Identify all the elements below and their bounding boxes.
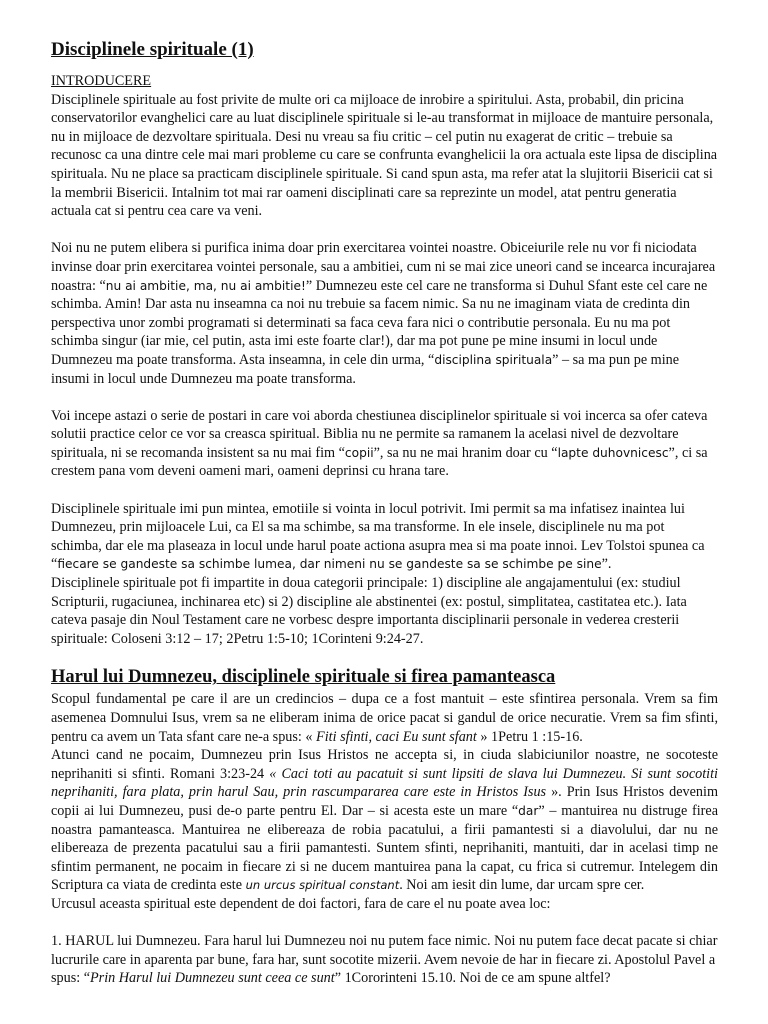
quote-urcus: un urcus spiritual constant — [245, 878, 400, 893]
intro-paragraph: Disciplinele spirituale au fost privite de multe ori ca mijloace de inrobire a spiritului. Asta, probabil, din pricina conservatorilor evanghelici care au luat disciplinele spirituale si le-au transformat in mijloace de mantuire personala, nu in mijloace de dezvoltare spirituala. Desi nu vreau sa fiu critic – cel putin nu exagerat de critic – trebuie sa recunosc ca una dintre cele mai mari probleme cu care se confrunta evanghelicii la ora actuala este lipsa de disciplina spirituala. Nu ne place sa practicam disciplinele spirituale. Si cand spun asta, ma refer atat la slujitorii Bisericii cat si la membrii Bisericii. Intalnim tot mai rar oameni disciplinati care sa reprezinte un model, atat pentru generatia actuala cat si pentru cea care va veni. — [51, 91, 718, 220]
paragraph-pocainta — [51, 746, 718, 895]
text-run: ”, sa nu ne mai hranim doar cu “ — [373, 444, 558, 461]
paragraph-disciplines — [51, 500, 718, 574]
paragraph-gap — [51, 914, 718, 933]
text-run: Scopul fundamental pe care il are un credincios – dupa ce a fost mantuit – este sfintirea personala. Vrem sa fim asemenea Domnului Isus, vrem sa ne eliberam inima de orice pacat si gandul de orice necuratie. Vrem sa fim sfinti, pentru ca avem un Tata sfant care ne-a spus: « — [51, 691, 718, 745]
quote-disciplina: disciplina spirituala — [434, 352, 553, 367]
quote-copii: copii — [344, 445, 374, 460]
text-run: . Noi am iesit din lume, dar urcam spre cer. — [399, 877, 645, 894]
paragraph-gap — [51, 388, 718, 407]
quote-romani: « Caci toti au pacatuit si sunt lipsiti de slava lui Dumnezeu. Si sunt socotiti neprihaniti, fara plata, prin harul Sau, prin rascumpararea care este in Hristos Isus — [51, 765, 718, 801]
text-run: ” 1Cororinteni 15.10. Noi de ce am spune altfel? — [334, 970, 611, 987]
quote-tolstoi: fiecare se gandeste sa schimbe lumea, dar nimeni nu se gandeste sa se schimbe pe sine — [57, 557, 602, 572]
paragraph-categories: Disciplinele spirituale pot fi impartite in doua categorii principale: 1) discipline ale angajamentului (ex: studiul Scripturii, rugaciunea, inchinarea etc) si 2) discipline ale abstinentei (ex: postul, simplitatea, castitatea etc.). Iata cateva pasaje din Noul Testament care ne vorbesc despre importanta disciplinarii personale in vederea cresterii spirituale: Coloseni 3:12 – 17; 2Petru 1:5-10; 1Corinteni 9:24-27. — [51, 575, 687, 647]
text-run: Noi nu ne putem elibera si purifica inima doar prin exercitarea vointei noastre. Obiceiurile rele nu vor fi niciodata invinse doar prin exercitarea vointei personale, sau a ambitiei, cum ni se mai zice uneori cand se incearca incurajarea noastra: “ — [51, 240, 716, 294]
paragraph-harul — [51, 932, 718, 988]
quote-ambitie: nu ai ambitie, ma, nu ai ambitie! — [105, 278, 306, 293]
quote-fiti-sfinti: Fiti sfinti, caci Eu sunt sfant — [316, 728, 477, 745]
quote-lapte: lapte duhovnicesc — [557, 445, 669, 460]
text-run: ” – mantuirea nu distruge firea noastra pamanteasca. Mantuirea ne elibereaza de robia pacatului, a firii pamantesti si a diavolului, dar nu ne elibereaza de prezenta pacatului sau a firii pamantesti. Suntem sfinti, neprihaniti, mantuiti, dar in acelasi timp ne sfintim permanent, ne pocaim in fiecare zi si ne ducem mantuirea pana la capat, cu frica si cutremur. Intelegem din Scriptura ca viata de credinta este — [51, 802, 718, 894]
text-run: ”. — [601, 556, 612, 573]
quote-pavel: Prin Harul lui Dumnezeu sunt ceea ce sunt — [90, 970, 335, 987]
text-run: ”, ci sa crestem pana vom deveni oameni mari, oameni deprinsi cu hrana tare. — [51, 444, 708, 480]
text-run: Voi incepe astazi o serie de postari in care voi aborda chestiunea disciplinelor spirituale si voi incerca sa ofer cateva solutii practice celor ce vor sa creasca spiritual. Biblia nu ne permite sa ramanem la acelasi nivel de dezvoltare spirituala, ni se recomanda insistent sa nu mai fim “ — [51, 407, 708, 461]
text-run: ». Prin Isus Hristos devenim copii ai lui Dumnezeu, pusi de-o parte pentru El. Dar – si acesta este un mare “ — [51, 784, 719, 819]
text-run: 1. HARUL lui Dumnezeu. Fara harul lui Dumnezeu noi nu putem face nimic. Noi nu putem face decat pacate si chiar lucrurile care in aparenta par bune, fara har, sunt socotite mizerii. Avem nevoie de har in fiecare zi. Apostolul Pavel a spus: “ — [51, 933, 718, 987]
quote-dar: dar — [518, 803, 539, 818]
page-title: Disciplinele spirituale (1) — [51, 39, 254, 60]
paragraph-series — [51, 407, 718, 481]
paragraph-will — [51, 239, 718, 388]
paragraph-urcus: Urcusul aceasta spiritual este dependent de doi factori, fara de care el nu poate avea loc: — [51, 895, 551, 912]
text-run: Disciplinele spirituale imi pun mintea, emotiile si vointa in locul potrivit. Imi permit sa ma infatisez inaintea lui Dumnezeu, prin mijloacele Lui, ca El sa ma schimbe, sa ma transforme. In ele insele, disciplinele nu ma pot schimba, dar ele ma plaseaza in locul unde harul poate actiona asupra mea si ma poate innoi. Lev Tolstoi spunea ca “ — [51, 500, 705, 573]
text-run: » 1Petru 1 :15-16. — [476, 728, 583, 745]
paragraph-sfintire — [51, 690, 718, 746]
section-title-harul: Harul lui Dumnezeu, disciplinele spirituale si firea pamanteasca — [51, 667, 556, 688]
section-label-introducere: INTRODUCERE — [51, 73, 152, 89]
text-run: ” Dumnezeu este cel care ne transforma si Duhul Sfant este cel care ne schimba. Amin! Dar asta nu inseamna ca noi nu trebuie sa facem nimic. Sa nu ne imaginam viata de credinta din perspectiva unor zombi programati si determinati sa faca ceva fara nici o contributie personala. Eu nu ma pot schimba singur (iar mie, cel putin, asta imi este foarte clar!), dar ma pot pune pe mine insumi in locul unde Dumnezeu ma poate transforma. Asta inseamna, in cele din urma, “ — [51, 277, 708, 368]
paragraph-gap — [51, 481, 718, 500]
text-run: ” – sa ma pun pe mine insumi in locul unde Dumnezeu ma poate transforma. — [51, 351, 680, 387]
text-run: Atunci cand ne pocaim, Dumnezeu prin Isus Hristos ne accepta si, in ciuda slabiciunilor noastre, ne socoteste neprihaniti si sfinti. Romani 3:23-24 — [51, 747, 718, 782]
paragraph-gap — [51, 221, 718, 240]
